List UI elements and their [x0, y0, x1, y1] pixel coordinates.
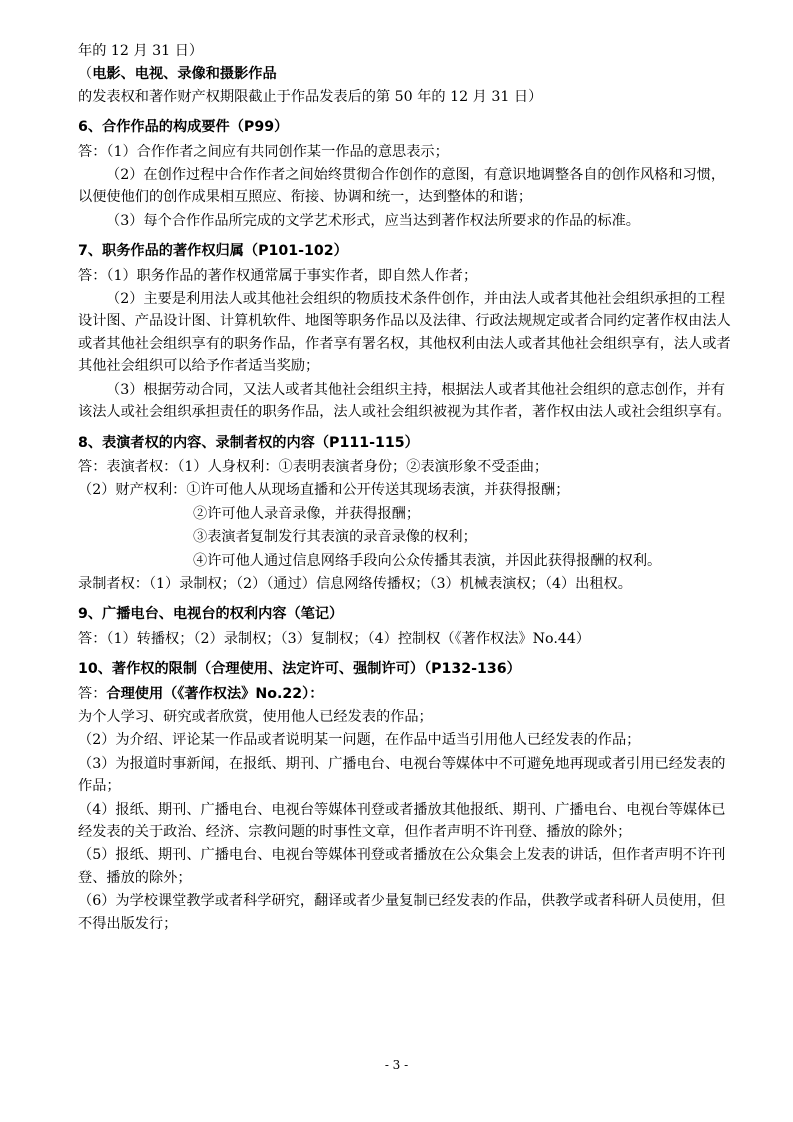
answer-prefix: 答： [78, 685, 107, 702]
section-8-answer-6: 录制者权：（1）录制权；（2）（通过）信息网络传播权；（3）机械表演权；（4）出租权。 [78, 575, 632, 592]
paragraph-rest: 的发表权和著作财产权期限截止于作品发表后的第 50 年的 12 月 31 日） [78, 88, 543, 105]
fair-use-label: 合理使用（《著作权法》No.22）： [106, 685, 324, 702]
bold-phrase: 电影、电视、录像和摄影作品 [92, 66, 277, 83]
section-8-heading: 8、表演者权的内容、录制者权的内容（P111-115） [78, 434, 419, 451]
section-10-heading: 10、著作权的限制（合理使用、法定许可、强制许可）（P132-136） [78, 661, 521, 678]
section-10-item-4: （4）报纸、期刊、广播电台、电视台等媒体刊登或者播放其他报纸、期刊、广播电台、电视台等媒体已经发表的关于政治、经济、宗教问题的时事性文章，但作者声明不许刊登、播放的除外； [78, 801, 726, 840]
open-paren: （ [78, 66, 93, 83]
section-8-answer-5: ④许可他人通过信息网络手段向公众传播其表演，并因此获得报酬的权利。 [193, 552, 662, 569]
section-10-item-6: （6）为学校课堂教学或者科学研究，翻译或者少量复制已经发表的作品，供教学或者科研人员使用，但不得出版发行； [78, 893, 726, 932]
section-6-answer-2: （2）在创作过程中合作作者之间始终贯彻合作创作的意图，有意识地调整各自的创作风格和习惯，以便使他们的创作成果相互照应、衔接、协调和统一，达到整体的和谐； [78, 167, 726, 206]
section-8-answer-1: 答：表演者权：（1）人身权利：①表明表演者身份；②表演形象不受歪曲； [78, 458, 549, 475]
page-number: - 3 - [384, 1058, 409, 1072]
continued-line: 年的 12 月 31 日） [78, 43, 204, 59]
section-7-answer-3: （3）根据劳动合同，又法人或者其他社会组织主持，根据法人或者其他社会组织的意志创作，并有该法人或社会组织承担责任的职务作品，法人或社会组织被视为其作者，著作权由法人或社会组织享有。 [78, 381, 731, 421]
section-8-answer-4: ③表演者复制发行其表演的录音录像的权利； [193, 529, 477, 546]
section-9-answer-1: 答：（1）转播权；（2）录制权；（3）复制权；（4）控制权（《著作权法》No.44） [78, 630, 591, 647]
section-10-item-3: （3）为报道时事新闻，在报纸、期刊、广播电台、电视台等媒体中不可避免地再现或者引用已经发表的作品； [78, 755, 726, 795]
section-7-answer-2: （2）主要是利用法人或其他社会组织的物质技术条件创作，并由法人或者其他社会组织承担的工程设计图、产品设计图、计算机软件、地图等职务作品以及法律、行政法规规定或者合同约定著作权由法人或者其他社会组织享有的职务作品，作者享有署名权，其他权利由法人或者其他社会组织享有，法人或者其他社会组织可以给予作者适当奖励； [78, 291, 731, 375]
section-10-lead [78, 683, 738, 705]
section-7-heading: 7、职务作品的著作权归属（P101-102） [78, 243, 348, 260]
section-6-answer-3: （3）每个合作作品所完成的文学艺术形式，应当达到著作权法所要求的作品的标准。 [106, 212, 640, 229]
section-10-item-5: （5）报纸、期刊、广播电台、电视台等媒体刊登或者播放在公众集会上发表的讲话，但作者声明不许刊登、播放的除外； [78, 847, 726, 886]
section-7-answer-1: 答：（1）职务作品的著作权通常属于事实作者，即自然人作者； [78, 267, 478, 284]
section-10-item-2: （2）为介绍、评论某一作品或者说明某一问题，在作品中适当引用他人已经发表的作品； [78, 732, 641, 749]
section-6-heading: 6、合作作品的构成要件（P99） [78, 119, 289, 136]
section-8-answer-2: （2）财产权利：①许可他人从现场直播和公开传送其现场表演，并获得报酬； [78, 482, 570, 499]
section-8-answer-3: ②许可他人录音录像，并获得报酬； [193, 505, 421, 522]
continued-paragraph [78, 63, 738, 108]
document-page [78, 40, 738, 936]
section-9-heading: 9、广播电台、电视台的权利内容（笔记） [78, 606, 344, 623]
section-6-answer-1: 答：（1）合作作者之间应有共同创作某一作品的意思表示； [78, 143, 449, 160]
section-10-item-1: 为个人学习、研究或者欣赏，使用他人已经发表的作品； [78, 708, 433, 725]
